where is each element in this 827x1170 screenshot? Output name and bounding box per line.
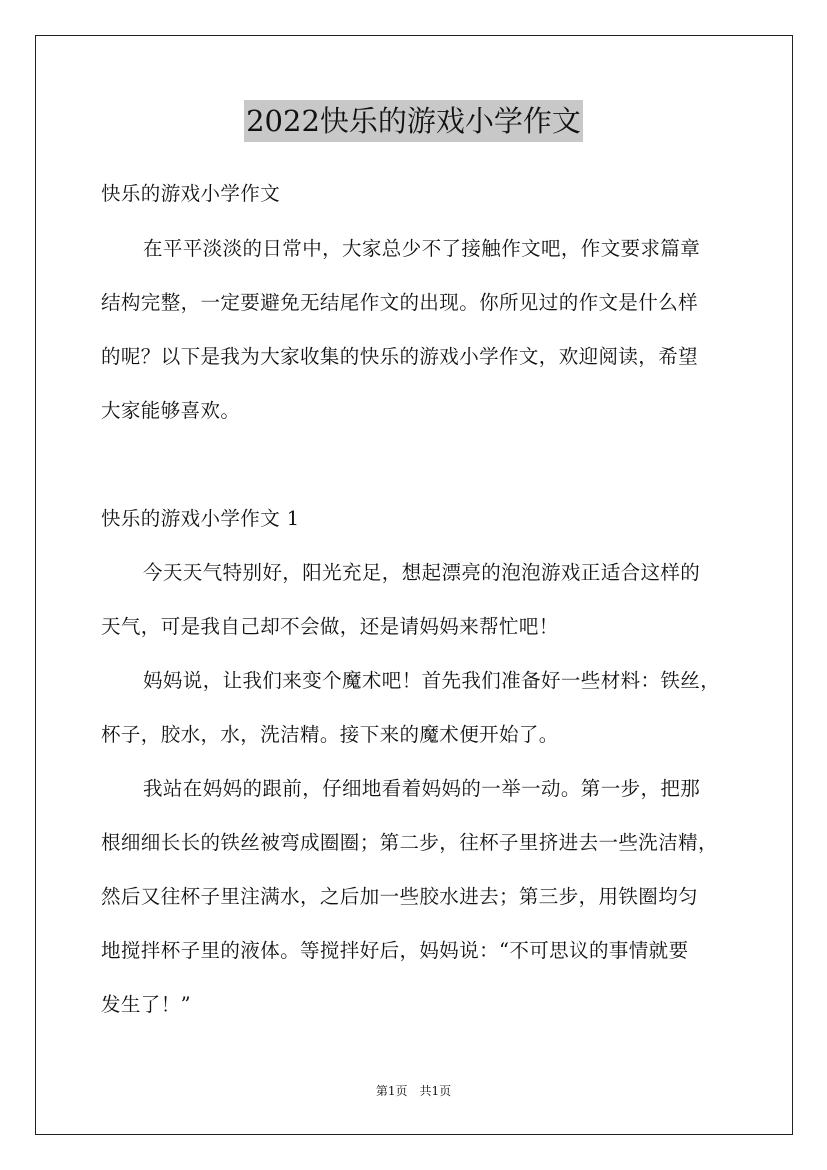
paragraph-line: 大家能够喜欢。 [101,399,241,422]
page-footer [0,1083,827,1099]
section-heading: 快乐的游戏小学作文 [101,182,281,205]
paragraph-line: 的呢？以下是我为大家收集的快乐的游戏小学作文，欢迎阅读，希望 [101,345,699,368]
paragraph-line: 妈妈说，让我们来变个魔术吧！首先我们准备好一些材料：铁丝， [143,669,721,692]
paragraph-line: 天气，可是我自己却不会做，还是请妈妈来帮忙吧！ [101,615,559,638]
paragraph-line: 然后又往杯子里注满水，之后加一些胶水进去；第三步，用铁圈均匀 [101,885,699,908]
paragraph-line: 发生了！” [101,993,191,1016]
document-title: 2022快乐的游戏小学作文 [244,100,583,142]
section-heading: 快乐的游戏小学作文 1 [101,507,300,530]
paragraph-line: 我站在妈妈的跟前，仔细地看着妈妈的一举一动。第一步，把那 [143,777,701,800]
paragraph-line: 杯子，胶水，水，洗洁精。接下来的魔术便开始了。 [101,723,559,746]
paragraph-line: 根细细长长的铁丝被弯成圈圈；第二步，往杯子里挤进去一些洗洁精， [101,831,718,854]
paragraph-line: 地搅拌杯子里的液体。等搅拌好后，妈妈说：“不可思议的事情就要 [101,939,689,962]
title-container [0,100,827,142]
paragraph-line: 结构完整，一定要避免无结尾作文的出现。你所见过的作文是什么样 [101,291,699,314]
paragraph-line: 今天天气特别好，阳光充足，想起漂亮的泡泡游戏正适合这样的 [143,561,701,584]
page-number: 第1页 [375,1084,408,1098]
page-total: 共1页 [419,1084,452,1098]
paragraph-line: 在平平淡淡的日常中，大家总少不了接触作文吧，作文要求篇章 [143,237,701,260]
